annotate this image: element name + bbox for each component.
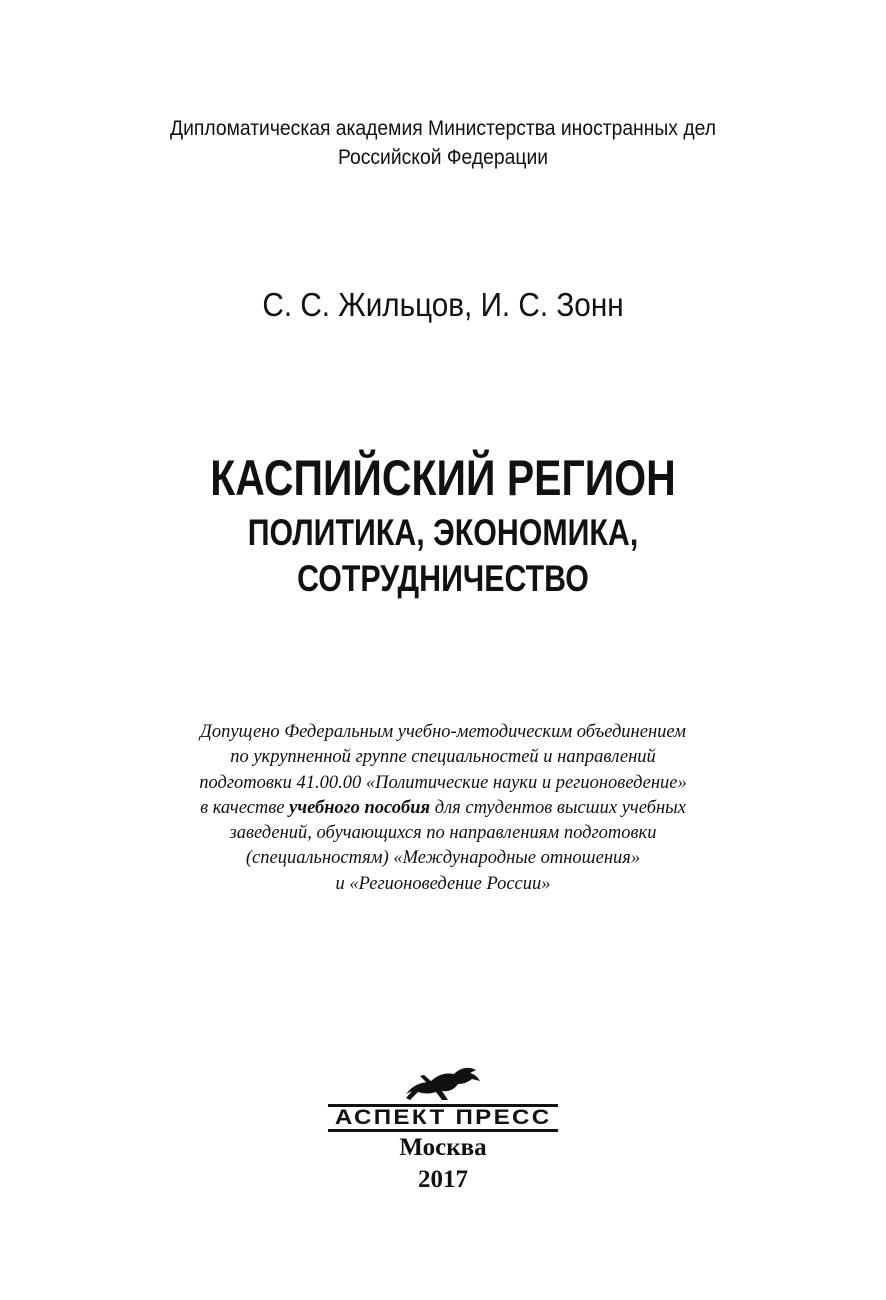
approval-statement	[0, 720, 886, 897]
book-subtitle-line-2: СОТРУДНИЧЕСТВО	[297, 558, 589, 599]
approval-line-6: (специальностям) «Международные отношения»	[245, 848, 641, 869]
authors: С. С. Жильцов, И. С. Зонн	[262, 286, 624, 323]
publisher-block	[0, 1064, 886, 1196]
approval-line-4	[0, 796, 886, 821]
approval-line-3: подготовки 41.00.00 «Политические науки и регионоведение»	[199, 772, 687, 793]
publisher-city: Москва	[399, 1134, 487, 1161]
approval-line-2: по укрупненной группе специальностей и направлений	[230, 747, 656, 768]
institution-line-2: Российской Федерации	[337, 146, 549, 169]
institution-heading	[35, 114, 850, 172]
book-title-block	[80, 446, 807, 602]
approval-line-4-start: в качестве	[200, 797, 290, 818]
approval-line-7: и «Регионоведение России»	[335, 873, 551, 894]
approval-line-1: Допущено Федеральным учебно-методическим объединением	[200, 722, 686, 742]
approval-line-5: заведений, обучающихся по направлениям подготовки	[229, 823, 657, 844]
publication-year: 2017	[418, 1166, 468, 1193]
book-subtitle-line-1: ПОЛИТИКА, ЭКОНОМИКА,	[247, 512, 639, 553]
institution-line-1: Дипломатическая академия Министерства иностранных дел	[170, 117, 716, 140]
leaping-horse-icon	[398, 1064, 488, 1104]
book-title: КАСПИЙСКИЙ РЕГИОН	[210, 450, 676, 506]
approval-line-4-end: для студентов высших учебных	[430, 797, 686, 818]
publisher-name: АСПЕКТ ПРЕСС	[328, 1104, 558, 1132]
textbook-designation: учебного пособия	[289, 797, 431, 818]
